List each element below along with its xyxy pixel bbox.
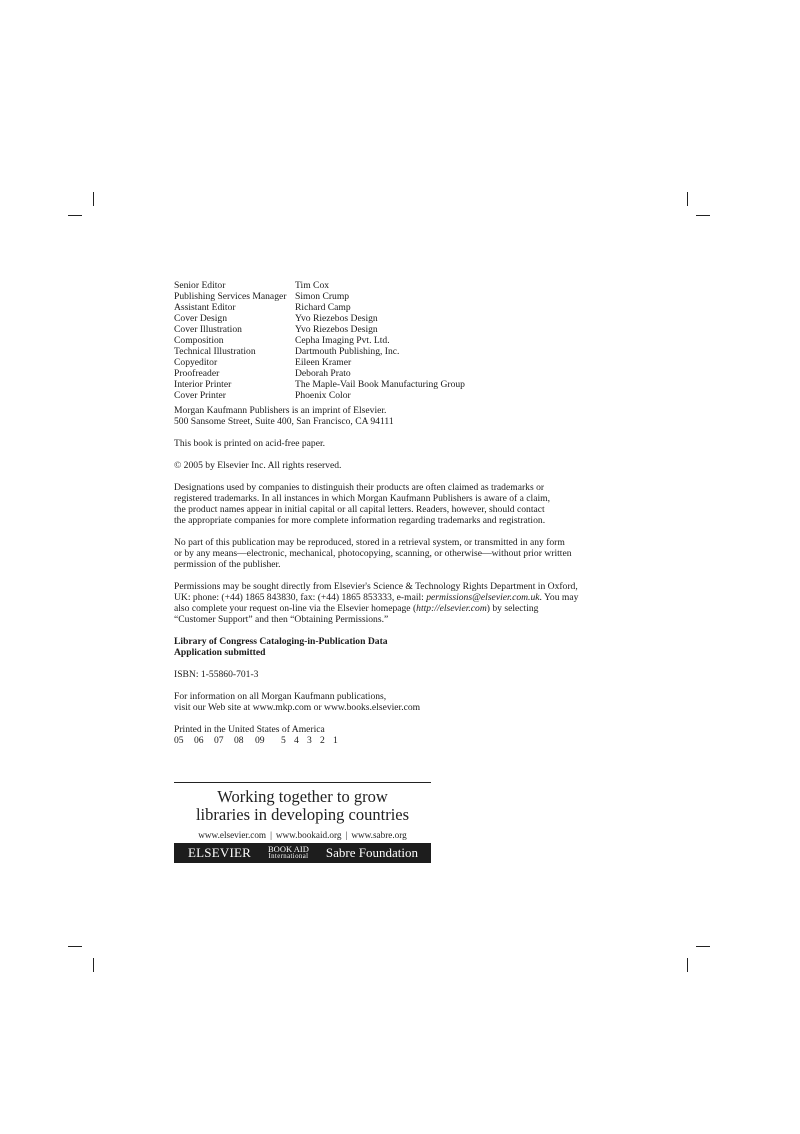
banner-websites xyxy=(174,830,431,840)
paragraph-line: the appropriate companies for more complete information regarding trademarks and registration. xyxy=(174,515,546,526)
print-count: 5 xyxy=(281,735,286,746)
text-fragment: ) by selecting xyxy=(486,603,539,614)
crop-mark xyxy=(93,958,94,972)
paragraph-line: No part of this publication may be reproduced, stored in a retrieval system, or transmitted in any form xyxy=(174,537,565,548)
credit-name: Simon Crump xyxy=(295,291,350,302)
credit-role: Composition xyxy=(174,335,224,346)
credit-role: Copyeditor xyxy=(174,357,218,368)
credit-role: Cover Design xyxy=(174,313,228,324)
website-line: visit our Web site at www.mkp.com or www.books.elsevier.com xyxy=(174,702,421,713)
elsevier-logo: ELSEVIER xyxy=(188,845,251,860)
credit-role: Assistant Editor xyxy=(174,302,236,313)
year-number: 07 xyxy=(214,735,224,746)
credit-name: Cepha Imaging Pvt. Ltd. xyxy=(295,335,390,346)
bookaid-logo-line: BOOK AID xyxy=(268,844,309,854)
text-fragment: UK: phone: (+44) 1865 843830, fax: (+44) 1865 853333, e-mail: xyxy=(174,592,427,603)
bookaid-site-link[interactable]: www.bookaid.org xyxy=(275,830,342,840)
printing-line xyxy=(174,735,614,746)
print-count: 2 xyxy=(320,735,325,746)
crop-mark xyxy=(93,192,94,206)
permissions-paragraph xyxy=(174,581,614,625)
banner-headline xyxy=(174,788,431,824)
permissions-email-link[interactable]: permissions@elsevier.com.uk xyxy=(426,592,540,603)
credit-name: Yvo Riezebos Design xyxy=(295,324,378,335)
crop-mark xyxy=(696,946,710,947)
paragraph-line: “Customer Support” and then “Obtaining Permissions.” xyxy=(174,614,389,625)
imprint-line: Morgan Kaufmann Publishers is an imprint of Elsevier. xyxy=(174,405,387,416)
credit-role: Interior Printer xyxy=(174,379,232,390)
copyright-page-text xyxy=(174,280,614,746)
paragraph-line: Permissions may be sought directly from Elsevier's Science & Technology Rights Department in Oxford, xyxy=(174,581,578,592)
credit-name: Tim Cox xyxy=(295,280,330,291)
banner-logo-bar xyxy=(174,843,431,863)
bookaid-logo-line: International xyxy=(268,853,309,860)
crop-mark xyxy=(68,215,82,216)
credit-role: Proofreader xyxy=(174,368,220,379)
separator: | xyxy=(270,830,272,840)
copyright-notice: © 2005 by Elsevier Inc. All rights reserved. xyxy=(174,460,342,471)
credit-name: The Maple-Vail Book Manufacturing Group xyxy=(295,379,465,390)
isbn: ISBN: 1-55860-701-3 xyxy=(174,669,259,680)
paragraph-line: or by any means—electronic, mechanical, photocopying, scanning, or otherwise—without prior written xyxy=(174,548,572,559)
credit-name: Richard Camp xyxy=(295,302,351,313)
credit-name: Eileen Kramer xyxy=(295,357,352,368)
credit-role: Senior Editor xyxy=(174,280,226,291)
credit-role: Cover Printer xyxy=(174,390,226,401)
year-number: 05 xyxy=(174,735,184,746)
crop-mark xyxy=(687,958,688,972)
acid-free-note: This book is printed on acid-free paper. xyxy=(174,438,326,449)
print-count: 1 xyxy=(333,735,338,746)
year-number: 09 xyxy=(255,735,265,746)
text-fragment: also complete your request on-line via the Elsevier homepage ( xyxy=(174,603,417,614)
elsevier-homepage-link[interactable]: http://elsevier.com xyxy=(416,603,487,614)
text-fragment: . You may xyxy=(539,592,579,603)
credits-list xyxy=(174,280,614,401)
info-line: For information on all Morgan Kaufmann publications, xyxy=(174,691,387,702)
paragraph-line: the product names appear in initial capital or all capital letters. Readers, however, should contact xyxy=(174,504,545,515)
credit-name: Deborah Prato xyxy=(295,368,351,379)
credit-role: Cover Illustration xyxy=(174,324,242,335)
reproduction-paragraph xyxy=(174,537,614,570)
book-aid-banner xyxy=(174,782,431,863)
credit-name: Dartmouth Publishing, Inc. xyxy=(295,346,400,357)
year-number: 06 xyxy=(194,735,204,746)
crop-mark xyxy=(696,215,710,216)
elsevier-site-link[interactable]: www.elsevier.com xyxy=(198,830,267,840)
separator: | xyxy=(345,830,348,840)
crop-mark xyxy=(68,946,82,947)
year-number: 08 xyxy=(234,735,244,746)
paragraph-line xyxy=(174,592,614,603)
banner-headline-line: Working together to grow xyxy=(217,787,388,806)
cip-heading: Library of Congress Cataloging-in-Publication Data xyxy=(174,636,388,647)
print-count: 4 xyxy=(294,735,299,746)
bookaid-logo xyxy=(268,845,309,861)
trademark-paragraph xyxy=(174,482,614,526)
printed-in: Printed in the United States of America xyxy=(174,724,325,735)
paragraph-line xyxy=(174,603,614,614)
cip-status: Application submitted xyxy=(174,647,266,658)
credit-name: Yvo Riezebos Design xyxy=(295,313,378,324)
credit-role: Publishing Services Manager xyxy=(174,291,287,302)
paragraph-line: Designations used by companies to distinguish their products are often claimed as trademarks or xyxy=(174,482,545,493)
crop-mark xyxy=(687,192,688,206)
print-count: 3 xyxy=(307,735,312,746)
paragraph-line: registered trademarks. In all instances in which Morgan Kaufmann Publishers is aware of a claim, xyxy=(174,493,550,504)
credit-name: Phoenix Color xyxy=(295,390,351,401)
paragraph-line: permission of the publisher. xyxy=(174,559,281,570)
sabre-logo: Sabre Foundation xyxy=(325,845,418,860)
publisher-address: 500 Sansome Street, Suite 400, San Francisco, CA 94111 xyxy=(174,416,394,427)
credit-role: Technical Illustration xyxy=(174,346,256,357)
banner-headline-line: libraries in developing countries xyxy=(195,805,410,824)
sabre-site-link[interactable]: www.sabre.org xyxy=(351,830,407,840)
